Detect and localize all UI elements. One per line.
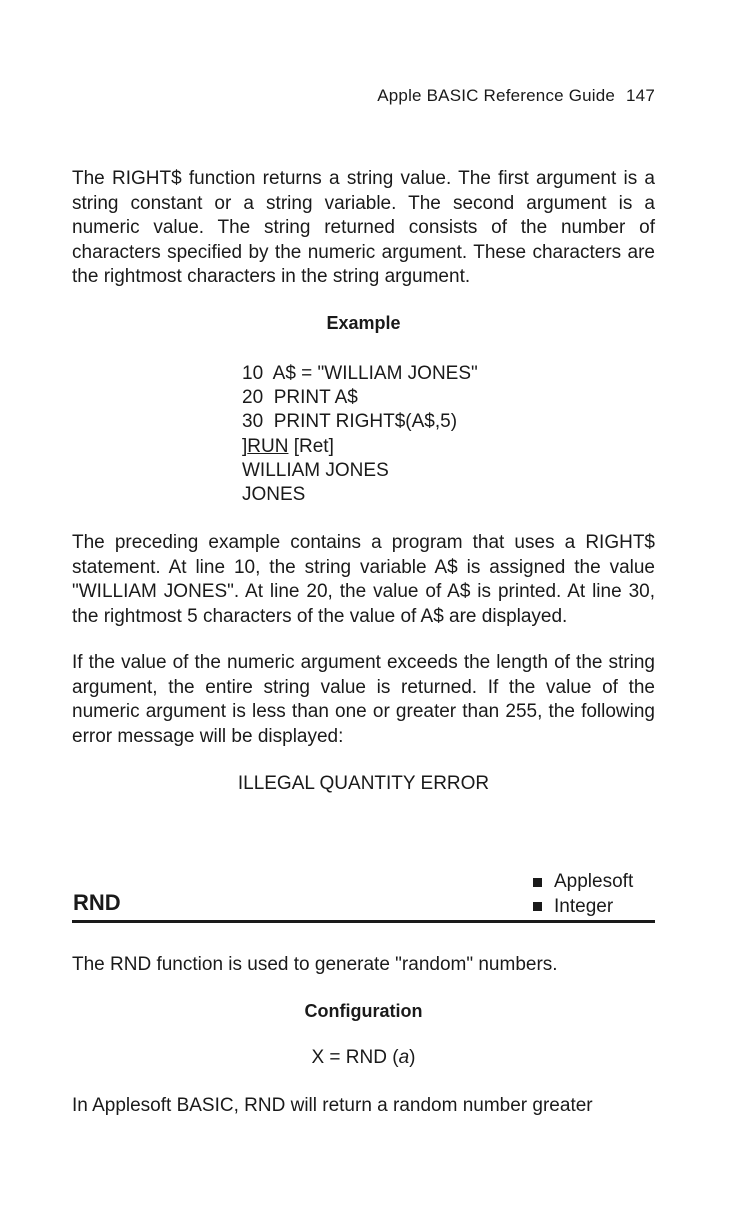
applies-to-list [533,870,633,919]
running-title: Apple BASIC Reference Guide [377,86,616,105]
formula-suffix: ) [409,1047,416,1068]
run-key: [Ret] [288,435,334,457]
exceeds-paragraph: If the value of the numeric argument exceeds the length of the string argument, the entire string value is returned. If the value of the numeric argument is less than one or greater than 255, the following error message will be displayed: [72,652,655,747]
run-command-line [242,435,478,459]
applies-to-label: Applesoft [554,871,634,892]
formula-prefix: X = RND ( [311,1047,399,1068]
formula-argument: a [398,1047,410,1068]
applies-to-label: Integer [554,895,614,917]
explanation-paragraph: The preceding example contains a program that uses a RIGHT$ statement. At line 10, the string variable A$ is assigned the value "WILLIAM JONES". At line 20, the value of A$ is printed. At line 30, the rightmost 5 characters of the value of A$ are displayed. [72,532,655,627]
output-line: WILLIAM JONES [242,459,389,481]
example-code-block [242,362,478,507]
output-line: JONES [242,484,306,506]
configuration-formula [72,1047,655,1069]
configuration-heading: Configuration [304,1001,423,1021]
entry-title: RND [73,890,121,915]
run-prompt: ] [242,435,248,457]
error-message: ILLEGAL QUANTITY ERROR [237,773,490,794]
square-bullet-icon [533,878,542,887]
square-bullet-icon [533,902,542,911]
rnd-applesoft-paragraph: In Applesoft BASIC, RND will return a random number greater [72,1095,593,1116]
applies-to-item [533,870,633,895]
entry-divider [72,920,655,923]
code-line: 30 PRINT RIGHT$(A$,5) [242,411,458,433]
code-line: 10 A$ = "WILLIAM JONES" [242,363,478,384]
applies-to-item [533,895,633,920]
code-line: 20 PRINT A$ [242,387,358,409]
intro-paragraph: The RIGHT$ function returns a string value. The first argument is a string constant or a string variable. The second argument is a numeric value. The string returned consists of the number of characters specified by the numeric argument. These characters are the rightmost characters in the string argument. [72,168,655,287]
page-number: 147 [626,86,655,105]
example-heading: Example [326,313,401,333]
running-header [377,86,655,106]
run-command: RUN [247,435,289,457]
rnd-intro-paragraph: The RND function is used to generate "random" numbers. [72,954,558,975]
